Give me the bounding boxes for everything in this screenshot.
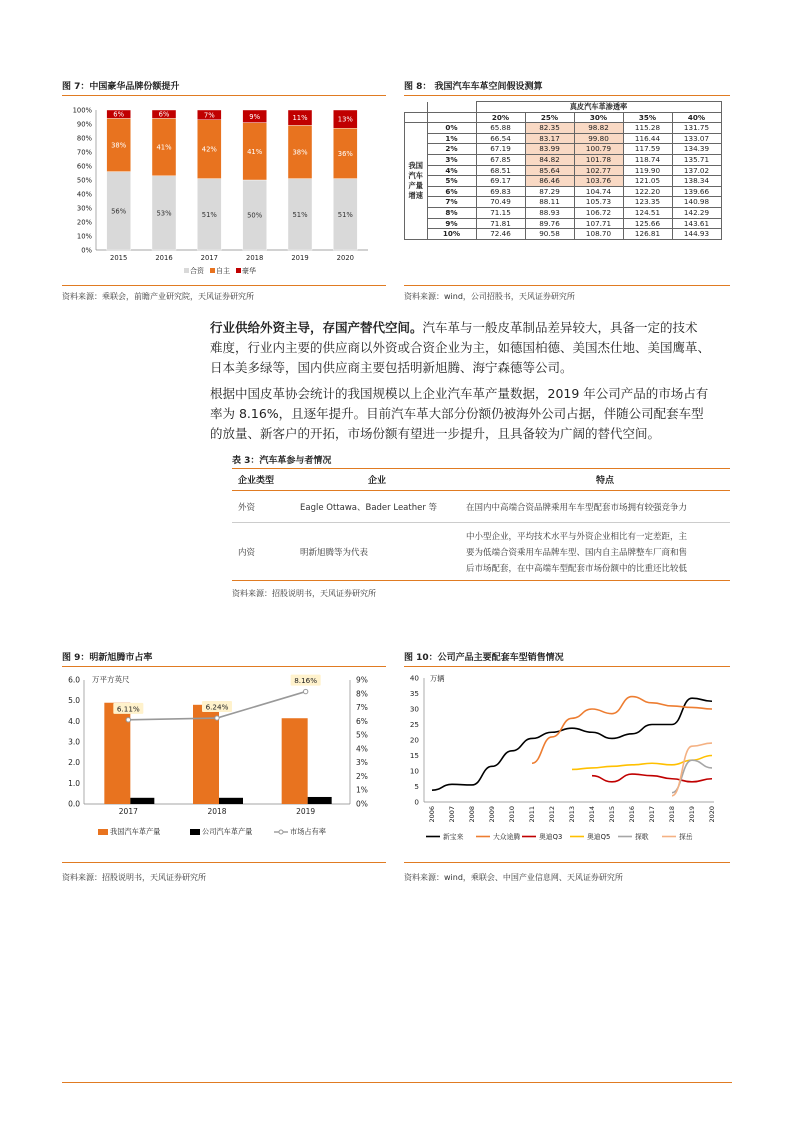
fig7-bar-label: 41% [247, 147, 263, 156]
table3-title: 表 3：汽车革参与者情况 [232, 456, 332, 466]
fig8-value-cell: 99.80 [574, 133, 623, 144]
fig8-source: 资料来源：wind，公司招股书，天风证券研究所 [404, 292, 575, 301]
fig8-value-cell: 140.98 [672, 197, 721, 208]
fig9-ytick-right: 7% [356, 703, 368, 713]
paragraph-1-line3: 日本美多绿等，国内供应商主要包括明新旭腾、海宁森德等公司。 [210, 360, 573, 375]
fig10-line-奥迪Q3 [592, 774, 712, 782]
fig7-bar-label: 13% [337, 115, 353, 124]
fig7-legend-label: 合资 [190, 267, 204, 275]
fig7-xtick: 2020 [336, 254, 354, 262]
paragraph-2-line2: 率为 8.16%，且逐年提升。目前汽车革大部分份额仍被海外公司占据，伴随公司配套车型 [210, 406, 704, 421]
fig10-source: 资料来源：wind，乘联会、中国产业信息网、天风证券研究所 [404, 873, 623, 882]
fig7-ytick: 50% [76, 176, 92, 185]
fig9-ytick-right: 2% [356, 771, 368, 781]
fig10-legend-label: 奥迪Q3 [539, 833, 563, 841]
fig9-ytick-right: 8% [356, 689, 368, 699]
fig8-value-cell: 138.34 [672, 176, 721, 187]
fig8-value-cell: 143.61 [672, 218, 721, 229]
fig7-bar-label: 56% [111, 207, 127, 216]
fig9-ytick-left: 0.0 [68, 799, 80, 809]
fig8-header-top: 真皮汽车革渗透率 [476, 102, 721, 113]
fig9-source: 资料来源：招股说明书，天风证券研究所 [62, 873, 206, 882]
fig9-unit-label: 万平方英尺 [92, 675, 130, 684]
fig8-value-cell: 69.83 [476, 186, 525, 197]
fig8-row-header-char: 增速 [408, 190, 423, 200]
fig8-value-cell: 139.66 [672, 186, 721, 197]
fig10-unit-label: 万辆 [430, 674, 445, 683]
fig8-value-cell: 89.76 [525, 218, 574, 229]
fig8-row [405, 207, 722, 218]
fig8-value-cell: 104.74 [574, 186, 623, 197]
fig8-value-cell: 131.75 [672, 123, 721, 134]
fig8-row [405, 133, 722, 144]
fig9-bar-company [219, 798, 243, 804]
fig8-value-cell: 85.64 [525, 165, 574, 176]
fig9-share-label: 6.24% [205, 702, 229, 712]
fig10-ytick: 35 [409, 689, 419, 698]
fig7-bar-label: 53% [156, 209, 172, 218]
fig10-xtick: 2019 [688, 806, 696, 823]
fig10-ytick: 40 [409, 673, 419, 683]
fig8-value-cell: 142.29 [672, 207, 721, 218]
fig8-value-cell: 72.46 [476, 229, 525, 240]
fig9-share-point [303, 689, 307, 693]
fig10-xtick: 2017 [648, 806, 656, 823]
fig9-ytick-right: 4% [356, 744, 368, 754]
fig8-growth-cell: 5% [427, 176, 476, 187]
fig8-growth-cell: 8% [427, 207, 476, 218]
fig9-xtick: 2019 [296, 807, 316, 816]
fig10-ytick: 5 [414, 782, 419, 791]
fig7-bar-label: 50% [247, 211, 263, 220]
table3-row2-type: 内资 [238, 548, 256, 558]
table3-row1-type: 外资 [238, 503, 256, 513]
fig8-value-cell: 125.66 [623, 218, 672, 229]
fig7-bar-label: 38% [111, 141, 127, 150]
fig7-bar-label: 11% [292, 114, 308, 123]
fig7-ytick: 80% [76, 134, 92, 143]
fig9-bar-company [130, 798, 154, 804]
fig8-growth-cell: 0% [427, 123, 476, 134]
fig8-row [405, 165, 722, 176]
fig10-xtick: 2012 [548, 806, 556, 823]
fig9-ytick-left: 1.0 [68, 778, 80, 788]
table3-row1-company: Eagle Ottawa、Bader Leather 等 [300, 503, 438, 513]
fig10-legend-label: 探歌 [635, 833, 649, 841]
fig9-ytick-left: 5.0 [68, 696, 80, 706]
fig9-ytick-right: 0% [356, 799, 368, 809]
fig10-ytick: 25 [409, 720, 419, 729]
table3-header-type: 企业类型 [238, 476, 275, 486]
fig10-xtick: 2011 [528, 806, 536, 823]
fig10-ytick: 20 [409, 735, 419, 745]
fig10-line-奥迪Q5 [572, 756, 712, 770]
fig8-growth-cell: 2% [427, 144, 476, 155]
fig9-top-rule [62, 666, 386, 667]
fig8-value-cell: 90.58 [525, 229, 574, 240]
fig10-ytick: 0 [414, 797, 419, 807]
fig10-bottom-rule [404, 862, 730, 863]
fig9-ytick-right: 1% [356, 785, 368, 795]
fig8-col-header: 35% [623, 112, 672, 123]
fig7-bottom-rule [62, 285, 386, 286]
fig10-xtick: 2014 [588, 806, 596, 823]
table3-bottom-rule [232, 580, 730, 581]
fig8-value-cell: 121.05 [623, 176, 672, 187]
fig8-value-cell: 67.19 [476, 144, 525, 155]
fig9-ytick-left: 3.0 [68, 737, 80, 747]
fig7-ytick: 40% [76, 190, 92, 199]
fig7-bar-label: 51% [337, 210, 353, 219]
fig9-bar-china [282, 718, 308, 804]
fig8-title: 图 8： 我国汽车车革空间假设测算 [404, 82, 543, 92]
fig10-line-大众途腾 [532, 697, 712, 764]
fig8-value-cell: 102.77 [574, 165, 623, 176]
fig8-growth-cell: 7% [427, 197, 476, 208]
fig10-xtick: 2006 [428, 806, 436, 823]
paragraph-2-line1: 根据中国皮革协会统计的我国规模以上企业汽车革产量数据，2019 年公司产品的市场占有 [210, 386, 709, 401]
fig8-value-cell: 122.20 [623, 186, 672, 197]
fig8-growth-cell: 1% [427, 133, 476, 144]
fig8-row-header-char: 产量 [408, 180, 423, 190]
fig8-value-cell: 106.72 [574, 207, 623, 218]
fig8-value-cell: 69.17 [476, 176, 525, 187]
fig8-corner4 [427, 112, 476, 123]
fig9-legend-marker [279, 830, 283, 834]
fig7-xtick: 2019 [291, 254, 309, 262]
fig9-title: 图 9：明新旭腾市占率 [62, 653, 153, 663]
fig7-ytick: 70% [76, 148, 92, 157]
fig9-xtick: 2018 [207, 807, 227, 816]
fig8-value-cell: 67.85 [476, 154, 525, 165]
fig10-xtick: 2020 [708, 806, 716, 823]
fig8-value-cell: 119.90 [623, 165, 672, 176]
fig8-col-header: 20% [476, 112, 525, 123]
table3-header-features: 特点 [596, 476, 615, 486]
fig10-legend-label: 奥迪Q5 [587, 833, 611, 841]
fig9-share-point [126, 718, 130, 722]
fig8-value-cell: 118.74 [623, 154, 672, 165]
fig7-bar-label: 36% [337, 149, 353, 158]
fig8-value-cell: 84.82 [525, 154, 574, 165]
fig7-xtick: 2015 [110, 254, 128, 262]
fig8-table-wrap [404, 101, 722, 240]
fig8-value-cell: 82.35 [525, 123, 574, 134]
table3-header-divider [232, 490, 730, 491]
fig9-legend-swatch-china [98, 829, 108, 835]
paragraph-1-bold: 行业供给外资主导，存国产替代空间。 [210, 320, 423, 335]
fig9-share-point [215, 716, 219, 720]
fig8-value-cell: 87.29 [525, 186, 574, 197]
fig9-chart [62, 670, 386, 856]
fig8-value-cell: 83.17 [525, 133, 574, 144]
fig10-xtick: 2008 [468, 806, 476, 823]
fig8-row [405, 218, 722, 229]
paragraph-1 [210, 318, 740, 378]
fig8-row-header-char: 汽车 [408, 170, 423, 180]
table3-header-row [232, 471, 730, 489]
fig7-bar-label: 7% [203, 111, 215, 120]
table3-row2-features-2: 要为低端合资乘用车品牌车型、国内自主品牌整车厂商和售 [466, 548, 688, 558]
fig9-bar-company [308, 797, 332, 804]
fig8-value-cell: 65.88 [476, 123, 525, 134]
fig10-xtick: 2018 [668, 806, 676, 823]
fig7-xtick: 2016 [155, 254, 173, 262]
fig9-ytick-right: 6% [356, 716, 368, 726]
fig8-value-cell: 137.02 [672, 165, 721, 176]
fig8-value-cell: 70.49 [476, 197, 525, 208]
fig10-line-探岳 [672, 743, 712, 796]
fig8-growth-cell: 4% [427, 165, 476, 176]
fig7-xtick: 2017 [200, 254, 218, 262]
fig7-legend-label: 豪华 [242, 267, 256, 275]
fig8-bottom-rule [404, 285, 730, 286]
fig9-ytick-left: 6.0 [68, 675, 80, 685]
fig10-xtick: 2009 [488, 806, 496, 823]
fig10-ytick: 10 [409, 766, 419, 776]
paragraph-1-line1-rest: 汽车革与一般皮革制品差异较大，具备一定的技术 [422, 320, 698, 335]
table3-source: 资料来源：招股说明书，天风证券研究所 [232, 589, 376, 598]
fig9-bottom-rule [62, 862, 386, 863]
fig8-value-cell: 103.76 [574, 176, 623, 187]
fig8-row [405, 176, 722, 187]
fig10-top-rule [404, 666, 730, 667]
table3-row2-company: 明新旭腾等为代表 [300, 548, 369, 558]
fig8-value-cell: 117.59 [623, 144, 672, 155]
fig7-bar-label: 9% [249, 112, 261, 121]
table3-row-divider [232, 522, 730, 523]
paragraph-1-line1 [210, 318, 740, 338]
fig8-value-cell: 116.44 [623, 133, 672, 144]
fig7-title: 图 7：中国豪华品牌份额提升 [62, 82, 180, 92]
fig9-legend-swatch-company [190, 829, 200, 835]
fig9-ytick-right: 5% [356, 730, 368, 740]
fig7-ytick: 30% [76, 204, 92, 213]
fig7-ytick: 0% [81, 246, 92, 255]
fig8-col-header: 25% [525, 112, 574, 123]
fig9-ytick-left: 2.0 [68, 758, 80, 768]
fig10-xtick: 2016 [628, 806, 636, 823]
fig8-row [405, 144, 722, 155]
table3-row-domestic [232, 526, 730, 578]
paragraph-2-line3: 的放量、新客户的开拓，市场份额有望进一步提升，且具备较为广阔的替代空间。 [210, 426, 661, 441]
fig10-xtick: 2015 [608, 806, 616, 823]
fig8-value-cell: 86.46 [525, 176, 574, 187]
fig9-ytick-right: 3% [356, 758, 368, 768]
fig8-row [405, 197, 722, 208]
fig8-value-cell: 105.73 [574, 197, 623, 208]
fig8-value-cell: 123.35 [623, 197, 672, 208]
fig7-ytick: 10% [76, 232, 92, 241]
fig10-ytick: 30 [409, 704, 419, 714]
table3-row2-features-3: 后市场配套，在中高端车型配套市场份额中的比重还比较低 [466, 564, 688, 574]
fig7-bar-label: 51% [292, 210, 308, 219]
fig8-value-cell: 124.51 [623, 207, 672, 218]
fig7-bar-label: 42% [201, 145, 217, 154]
fig9-legend-label: 公司汽车革产量 [202, 827, 253, 836]
fig8-value-cell: 68.51 [476, 165, 525, 176]
fig8-value-cell: 134.39 [672, 144, 721, 155]
fig8-col-header: 30% [574, 112, 623, 123]
fig7-bar-label: 6% [158, 110, 170, 119]
table3-row2-features-1: 中小型企业，平均技术水平与外资企业相比有一定差距，主 [466, 532, 688, 542]
table3-row1-features: 在国内中高端合资品牌乘用车车型配套市场拥有较强竞争力 [466, 503, 688, 513]
fig9-xtick: 2017 [118, 807, 138, 816]
fig8-growth-cell: 3% [427, 154, 476, 165]
fig7-ytick: 20% [76, 218, 92, 227]
fig8-value-cell: 107.71 [574, 218, 623, 229]
fig10-xtick: 2007 [448, 806, 456, 823]
fig9-legend-label: 我国汽车革产量 [110, 827, 161, 836]
fig8-value-cell: 144.93 [672, 229, 721, 240]
fig8-value-cell: 71.15 [476, 207, 525, 218]
fig8-value-cell: 135.71 [672, 154, 721, 165]
fig8-growth-cell: 9% [427, 218, 476, 229]
fig8-row [405, 154, 722, 165]
fig8-value-cell: 88.11 [525, 197, 574, 208]
fig8-corner2 [427, 102, 476, 113]
fig7-bar-label: 51% [201, 210, 217, 219]
fig10-chart [404, 670, 730, 856]
fig10-ytick: 15 [409, 751, 419, 760]
fig8-row-header [405, 123, 428, 240]
fig8-value-cell: 100.79 [574, 144, 623, 155]
fig9-share-label: 8.16% [294, 676, 318, 686]
fig7-ytick: 60% [76, 162, 92, 171]
fig8-value-cell: 101.78 [574, 154, 623, 165]
fig10-legend-label: 新宝来 [443, 833, 464, 841]
fig10-legend-label: 大众途腾 [493, 833, 521, 841]
paragraph-2 [210, 384, 740, 444]
fig8-growth-cell: 6% [427, 186, 476, 197]
fig8-value-cell: 115.28 [623, 123, 672, 134]
table3-header-company: 企业 [368, 476, 387, 486]
fig8-row [405, 186, 722, 197]
fig7-legend-swatch [236, 268, 241, 273]
fig8-row [405, 123, 722, 134]
fig10-legend-label: 探岳 [679, 833, 693, 841]
fig7-bar-label: 41% [156, 143, 172, 152]
fig8-value-cell: 126.81 [623, 229, 672, 240]
fig10-xtick: 2010 [508, 806, 516, 823]
fig8-value-cell: 133.07 [672, 133, 721, 144]
fig8-value-cell: 88.93 [525, 207, 574, 218]
fig8-value-cell: 108.70 [574, 229, 623, 240]
fig8-top-rule [404, 95, 730, 96]
fig9-share-label: 6.11% [116, 704, 140, 714]
fig7-ytick: 100% [72, 106, 92, 115]
footer-rule [62, 1082, 732, 1083]
fig8-row-header-char: 我国 [408, 160, 423, 170]
fig7-legend-swatch [184, 268, 189, 273]
fig7-legend-label: 自主 [216, 267, 230, 275]
fig7-bar-label: 38% [292, 148, 308, 157]
fig7-top-rule [62, 95, 386, 96]
fig9-legend-label: 市场占有率 [290, 827, 326, 836]
fig7-legend-swatch [210, 268, 215, 273]
fig8-corner3 [405, 112, 428, 123]
fig8-growth-cell: 10% [427, 229, 476, 240]
fig10-xtick: 2013 [568, 806, 576, 823]
fig10-title: 图 10：公司产品主要配套车型销售情况 [404, 653, 564, 663]
table3-row-foreign [232, 494, 730, 520]
fig8-sensitivity-table [404, 101, 722, 240]
fig8-value-cell: 66.54 [476, 133, 525, 144]
fig7-xtick: 2018 [246, 254, 264, 262]
table3-top-rule [232, 468, 730, 469]
fig9-ytick-right: 9% [356, 675, 368, 685]
fig7-ytick: 90% [76, 120, 92, 129]
fig7-bar-label: 6% [113, 110, 125, 119]
fig8-value-cell: 98.82 [574, 123, 623, 134]
fig8-col-header: 40% [672, 112, 721, 123]
fig9-ytick-left: 4.0 [68, 716, 80, 726]
fig8-value-cell: 71.81 [476, 218, 525, 229]
fig7-chart [62, 102, 386, 282]
fig8-row [405, 229, 722, 240]
fig8-corner [405, 102, 428, 113]
fig7-source: 资料来源：乘联会，前瞻产业研究院，天风证券研究所 [62, 292, 254, 301]
fig10-line-新宝来 [432, 698, 712, 790]
paragraph-1-line2: 难度，行业内主要的供应商以外资或合资企业为主，如德国柏德、美国杰仕地、美国鹰革、 [210, 340, 711, 355]
fig8-value-cell: 83.99 [525, 144, 574, 155]
